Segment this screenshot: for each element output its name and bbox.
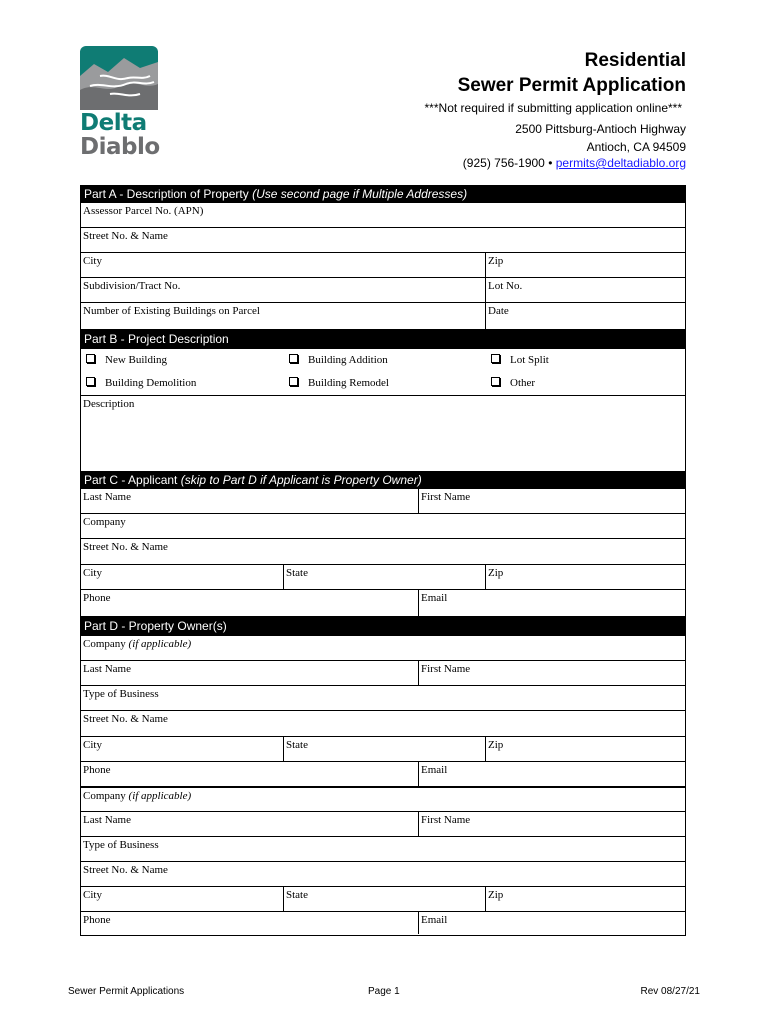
part-a-heading: Part A - Description of Property (Use second page if Multiple Addresses) (81, 186, 685, 203)
d2-city-row[interactable] (81, 887, 685, 912)
checkbox-building-demolition[interactable]: Building Demolition (86, 377, 196, 389)
d-city-label: City (83, 739, 102, 751)
c-zip-label: Zip (485, 565, 503, 589)
footer-revision: Rev 08/27/21 (640, 986, 700, 997)
checkbox-other[interactable]: Other (491, 377, 535, 389)
checkbox-icon (289, 354, 298, 363)
address-line2: Antioch, CA 94509 (586, 140, 686, 154)
mountain-logo-icon (80, 46, 158, 110)
d2-state-label: State (283, 887, 308, 911)
apn-label: Assessor Parcel No. (APN) (83, 205, 204, 217)
d2-name-row[interactable] (81, 812, 685, 837)
d-phone-label: Phone (83, 764, 111, 776)
c-company-label: Company (83, 516, 126, 528)
checkbox-building-remodel[interactable]: Building Remodel (289, 377, 389, 389)
d2-city-label: City (83, 889, 102, 901)
description-row[interactable] (81, 395, 685, 471)
d2-street-label: Street No. & Name (83, 864, 168, 876)
delta-diablo-logo (80, 46, 158, 160)
checkbox-icon (491, 354, 500, 363)
d2-phone-label: Phone (83, 914, 111, 926)
d2-company-label: Company (if applicable) (83, 790, 192, 802)
page-title-line1: Residential (584, 50, 686, 71)
bullet-separator: • (548, 156, 553, 170)
c-company-row[interactable] (81, 514, 685, 539)
c-last-name-label: Last Name (83, 491, 131, 503)
c-first-name-label: First Name (418, 489, 470, 513)
c-city-label: City (83, 567, 102, 579)
c-name-row[interactable] (81, 489, 685, 514)
buildings-row[interactable] (81, 303, 685, 329)
part-c-heading-note: (skip to Part D if Applicant is Property Owner) (180, 473, 422, 487)
d-first-name-label: First Name (418, 661, 470, 685)
d2-zip-label: Zip (485, 887, 503, 911)
d-phone-row[interactable] (81, 762, 685, 788)
d-business-label: Type of Business (83, 688, 159, 700)
c-street-row[interactable] (81, 539, 685, 565)
permit-form (80, 185, 686, 936)
footer-page-number: Page 1 (368, 986, 400, 997)
address-line1: 2500 Pittsburg-Antioch Highway (515, 122, 686, 136)
checkbox-icon (289, 377, 298, 386)
subdivision-row[interactable] (81, 278, 685, 303)
d2-business-row[interactable] (81, 837, 685, 862)
d2-last-name-label: Last Name (83, 814, 131, 826)
email-link[interactable]: permits@deltadiablo.org (555, 156, 686, 170)
checkbox-lot-split[interactable]: Lot Split (491, 354, 549, 366)
lot-label: Lot No. (485, 278, 522, 302)
city-label: City (83, 255, 102, 267)
c-phone-label: Phone (83, 592, 111, 604)
date-label: Date (485, 303, 509, 329)
checkbox-icon (86, 354, 95, 363)
c-city-row[interactable] (81, 565, 685, 590)
d-company-row[interactable] (81, 636, 685, 661)
checkbox-building-addition[interactable]: Building Addition (289, 354, 388, 366)
c-street-label: Street No. & Name (83, 541, 168, 553)
d-company-note: (if applicable) (128, 638, 192, 650)
online-note: ***Not required if submitting application online*** (424, 101, 682, 115)
logo-text-delta: Delta (80, 110, 147, 136)
zip-label: Zip (485, 253, 503, 277)
description-label: Description (83, 398, 135, 410)
street-label: Street No. & Name (83, 230, 168, 242)
checkbox-new-building[interactable]: New Building (86, 354, 167, 366)
subdivision-label: Subdivision/Tract No. (83, 280, 181, 292)
d-state-label: State (283, 737, 308, 761)
apn-row[interactable] (81, 203, 685, 228)
contact-line (463, 156, 686, 170)
d2-email-label: Email (418, 912, 447, 934)
footer-left: Sewer Permit Applications (68, 986, 185, 997)
d2-phone-row[interactable] (81, 912, 685, 934)
buildings-label: Number of Existing Buildings on Parcel (83, 305, 260, 317)
d-zip-label: Zip (485, 737, 503, 761)
d-email-label: Email (418, 762, 447, 786)
part-c-heading: Part C - Applicant (skip to Part D if Applicant is Property Owner) (81, 471, 685, 489)
logo-text-diablo: Diablo (80, 134, 160, 160)
part-b-heading: Part B - Project Description (81, 329, 685, 349)
checkbox-icon (86, 377, 95, 386)
d2-street-row[interactable] (81, 862, 685, 887)
d-street-row[interactable] (81, 711, 685, 737)
part-d-heading: Part D - Property Owner(s) (81, 616, 685, 636)
d-city-row[interactable] (81, 737, 685, 762)
c-email-label: Email (418, 590, 447, 616)
d-last-name-label: Last Name (83, 663, 131, 675)
checkbox-icon (491, 377, 500, 386)
c-phone-row[interactable] (81, 590, 685, 616)
c-state-label: State (283, 565, 308, 589)
d2-first-name-label: First Name (418, 812, 470, 836)
d-name-row[interactable] (81, 661, 685, 686)
page-title-line2: Sewer Permit Application (457, 75, 686, 96)
d2-company-row[interactable] (81, 788, 685, 812)
street-row[interactable] (81, 228, 685, 253)
d2-company-note: (if applicable) (128, 790, 192, 802)
phone-number: (925) 756-1900 (462, 156, 545, 170)
d-street-label: Street No. & Name (83, 713, 168, 725)
d-company-label: Company (if applicable) (83, 638, 192, 650)
d2-business-label: Type of Business (83, 839, 159, 851)
part-a-heading-note: (Use second page if Multiple Addresses) (252, 187, 468, 201)
d-business-row[interactable] (81, 686, 685, 711)
city-zip-row[interactable] (81, 253, 685, 278)
